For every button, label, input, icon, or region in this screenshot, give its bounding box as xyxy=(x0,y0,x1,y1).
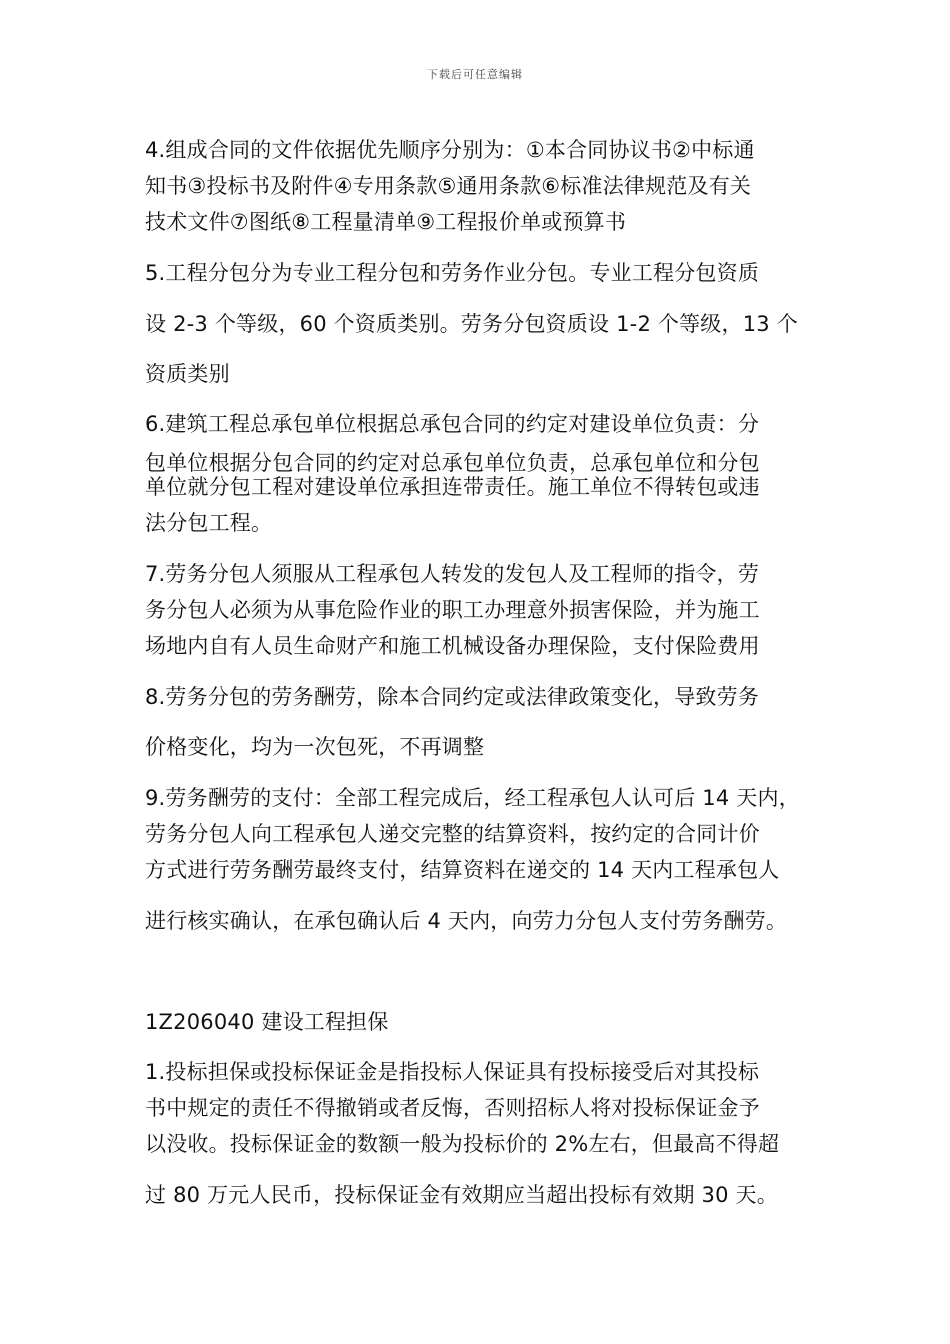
text-line: 8.劳务分包的劳务酬劳，除本合同约定或法律政策变化，导致劳务 xyxy=(145,685,760,709)
text-line: 务分包人必须为从事危险作业的职工办理意外损害保险，并为施工 xyxy=(145,598,760,622)
text-line: 知书③投标书及附件④专用条款⑤通用条款⑥标准法律规范及有关 xyxy=(145,174,752,198)
text-line: 法分包工程。 xyxy=(145,511,273,535)
text-line: 场地内自有人员生命财产和施工机械设备办理保险，支付保险费用 xyxy=(145,634,760,658)
text-line: 单位就分包工程对建设单位承担连带责任。施工单位不得转包或违 xyxy=(145,475,760,499)
text-line: 劳务分包人向工程承包人递交完整的结算资料，按约定的合同计价 xyxy=(145,822,760,846)
text-line: 7.劳务分包人须服从工程承包人转发的发包人及工程师的指令，劳 xyxy=(145,562,760,586)
page-header: 下载后可任意编辑 xyxy=(427,68,523,81)
text-line: 技术文件⑦图纸⑧工程量清单⑨工程报价单或预算书 xyxy=(145,210,627,234)
text-line: 6.建筑工程总承包单位根据总承包合同的约定对建设单位负责：分 xyxy=(145,412,760,436)
text-line: 包单位根据分包合同的约定对总承包单位负责，总承包单位和分包 xyxy=(145,451,760,475)
text-line: 进行核实确认，在承包确认后 4 天内，向劳力分包人支付劳务酬劳。 xyxy=(145,909,788,933)
text-line: 方式进行劳务酬劳最终支付，结算资料在递交的 14 天内工程承包人 xyxy=(145,858,780,882)
section-heading: 1Z206040 建设工程担保 xyxy=(145,1010,389,1034)
text-line: 9.劳务酬劳的支付：全部工程完成后，经工程承包人认可后 14 天内， xyxy=(145,786,800,810)
text-line: 设 2-3 个等级，60 个资质类别。劳务分包资质设 1-2 个等级，13 个 xyxy=(145,312,798,336)
text-line: 资质类别 xyxy=(145,362,230,386)
text-line: 1.投标担保或投标保证金是指投标人保证具有投标接受后对其投标 xyxy=(145,1060,760,1084)
text-line: 书中规定的责任不得撤销或者反悔，否则招标人将对投标保证金予 xyxy=(145,1096,760,1120)
text-line: 价格变化，均为一次包死，不再调整 xyxy=(145,735,485,759)
text-line: 以没收。投标保证金的数额一般为投标价的 2%左右，但最高不得超 xyxy=(145,1132,780,1156)
text-line: 过 80 万元人民币，投标保证金有效期应当超出投标有效期 30 天。 xyxy=(145,1183,778,1207)
text-line: 5.工程分包分为专业工程分包和劳务作业分包。专业工程分包资质 xyxy=(145,261,760,285)
text-line: 4.组成合同的文件依据优先顺序分别为：①本合同协议书②中标通 xyxy=(145,138,755,162)
